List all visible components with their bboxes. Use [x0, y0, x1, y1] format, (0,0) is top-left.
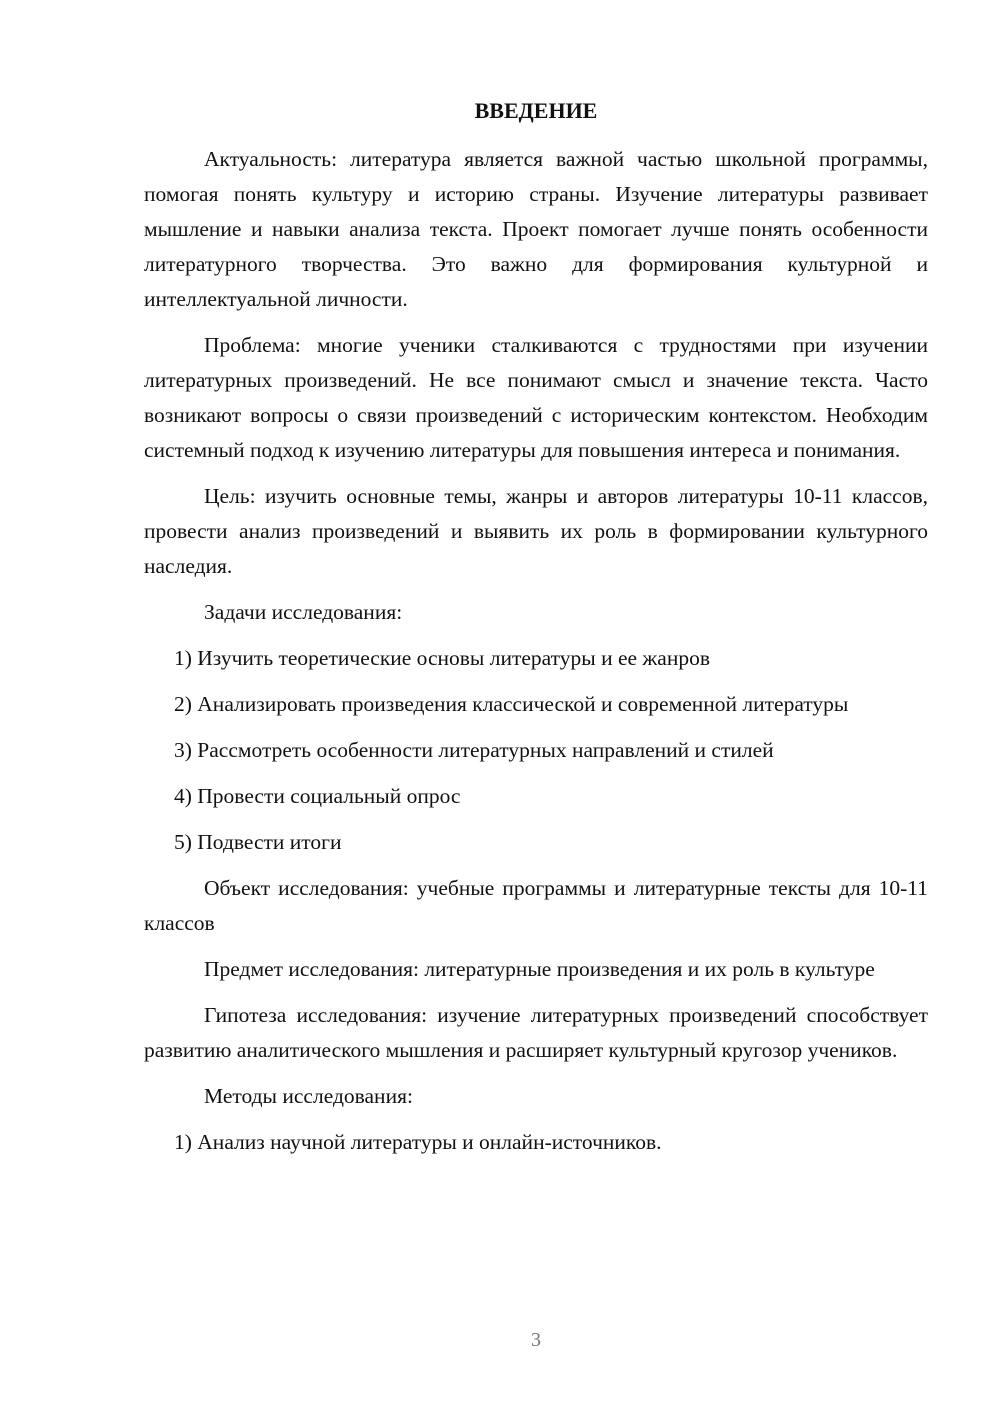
methods-heading: Методы исследования:	[204, 1084, 413, 1108]
document-body	[144, 142, 928, 1171]
hypothesis-paragraph: Гипотеза исследования: изучение литературных произведений способствует развитию аналитического мышления и расширяет культурный кругозор учеников.	[144, 1003, 928, 1062]
object-paragraph: Объект исследования: учебные программы и литературные тексты для 10-11 классов	[144, 876, 928, 935]
task-item: 4) Провести социальный опрос	[174, 784, 461, 808]
problem-paragraph: Проблема: многие ученики сталкиваются с трудностями при изучении литературных произведений. Не все понимают смысл и значение текста. Часто возникают вопросы о связи произведений с историческим контекстом. Необходим системный подход к изучению литературы для повышения интереса и понимания.	[144, 333, 928, 462]
subject-paragraph: Предмет исследования: литературные произведения и их роль в культуре	[204, 957, 875, 981]
page-number: 3	[531, 1329, 541, 1351]
task-item: 3) Рассмотреть особенности литературных направлений и стилей	[174, 738, 774, 762]
task-item: 1) Изучить теоретические основы литературы и ее жанров	[174, 646, 710, 670]
page-title: ВВЕДЕНИЕ	[474, 98, 598, 123]
goal-paragraph: Цель: изучить основные темы, жанры и авторов литературы 10-11 классов, провести анализ произведений и выявить их роль в формировании культурного наследия.	[144, 484, 928, 578]
method-item: 1) Анализ научной литературы и онлайн-источников.	[174, 1130, 662, 1154]
relevance-paragraph: Актуальность: литература является важной частью школьной программы, помогая понять культуру и историю страны. Изучение литературы развивает мышление и навыки анализа текста. Проект помогает лучше понять особенности литературного творчества. Это важно для формирования культурной и интеллектуальной личности.	[144, 147, 928, 311]
task-item: 5) Подвести итоги	[174, 830, 342, 854]
task-item: 2) Анализировать произведения классической и современной литературы	[174, 692, 849, 716]
tasks-heading: Задачи исследования:	[204, 600, 403, 624]
